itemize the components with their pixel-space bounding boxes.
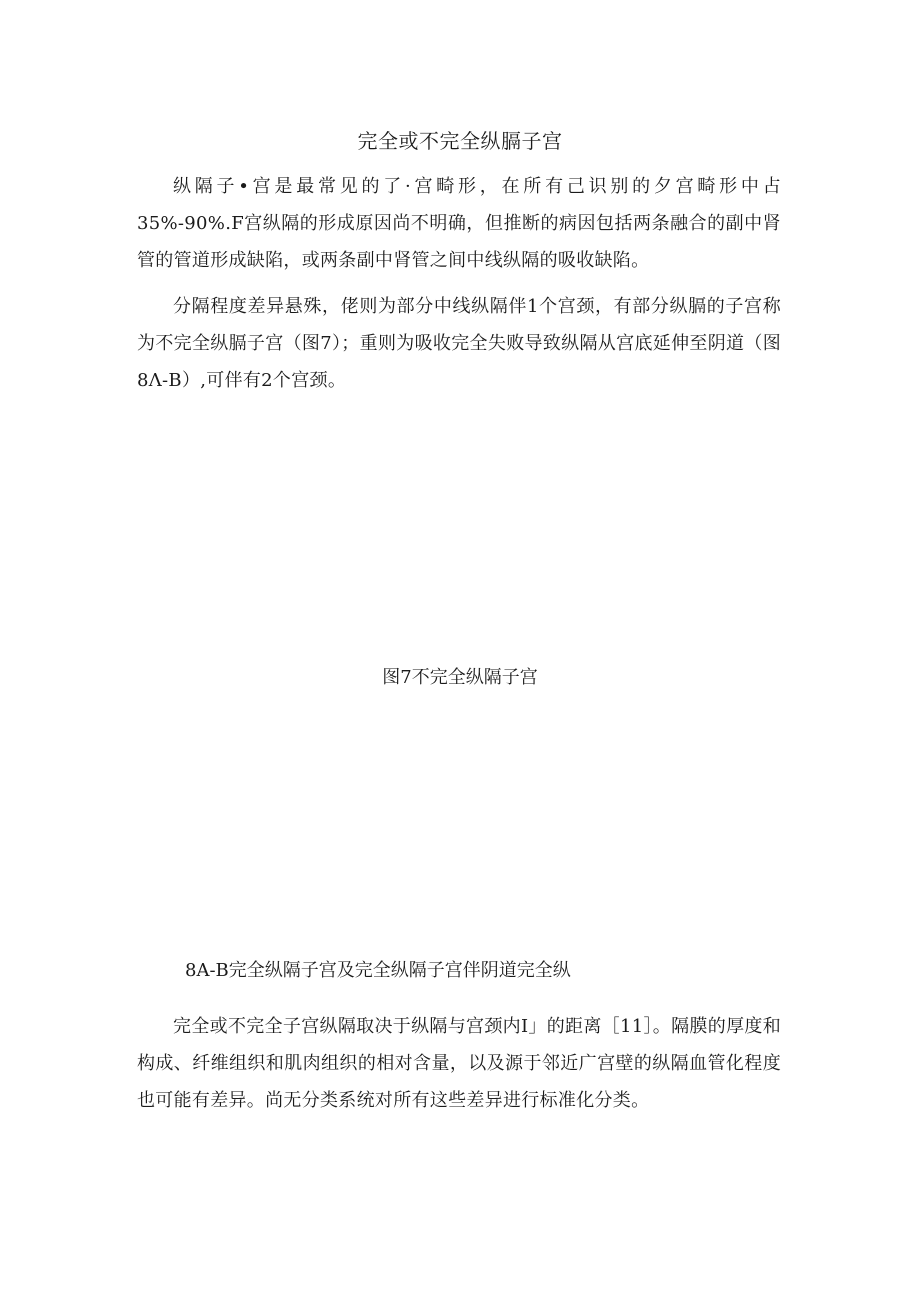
paragraph-3: 完全或不完全子宫纵隔取决于纵隔与宫颈内I」的距离［11］。隔膜的厚度和构成、纤维组织和肌肉组织的相对含量，以及源于邻近广宫壁的纵隔血管化程度也可能有差异。尚无分类系统对所有这些差异进行标准化分类。 <box>137 1016 781 1111</box>
paragraph-1: 纵隔子•宫是最常见的了·宫畸形，在所有己识别的夕宫畸形中占35%-90%.F宫纵隔的形成原因尚不明确，但推断的病因包括两条融合的副中肾管的管道形成缺陷，或两条副中肾管之间中线纵隔的吸收缺陷。 <box>137 176 781 271</box>
document-title: 完全或不完全纵膈子宫 <box>357 129 563 153</box>
paragraph-2: 分隔程度差异悬殊，佬则为部分中线纵隔伴1个宫颈，有部分纵膈的子宫称为不完全纵膈子宫（图7）；重则为吸收完全失败导致纵隔从宫底延伸至阴道（图8Λ-B）,可伴有2个宫颈。 <box>137 296 781 391</box>
figure-7-caption: 图7不完全纵隔子宫 <box>382 667 538 688</box>
figure-8-caption: 8A-B完全纵隔子宫及完全纵隔子宫伴阴道完全纵 <box>185 960 571 981</box>
